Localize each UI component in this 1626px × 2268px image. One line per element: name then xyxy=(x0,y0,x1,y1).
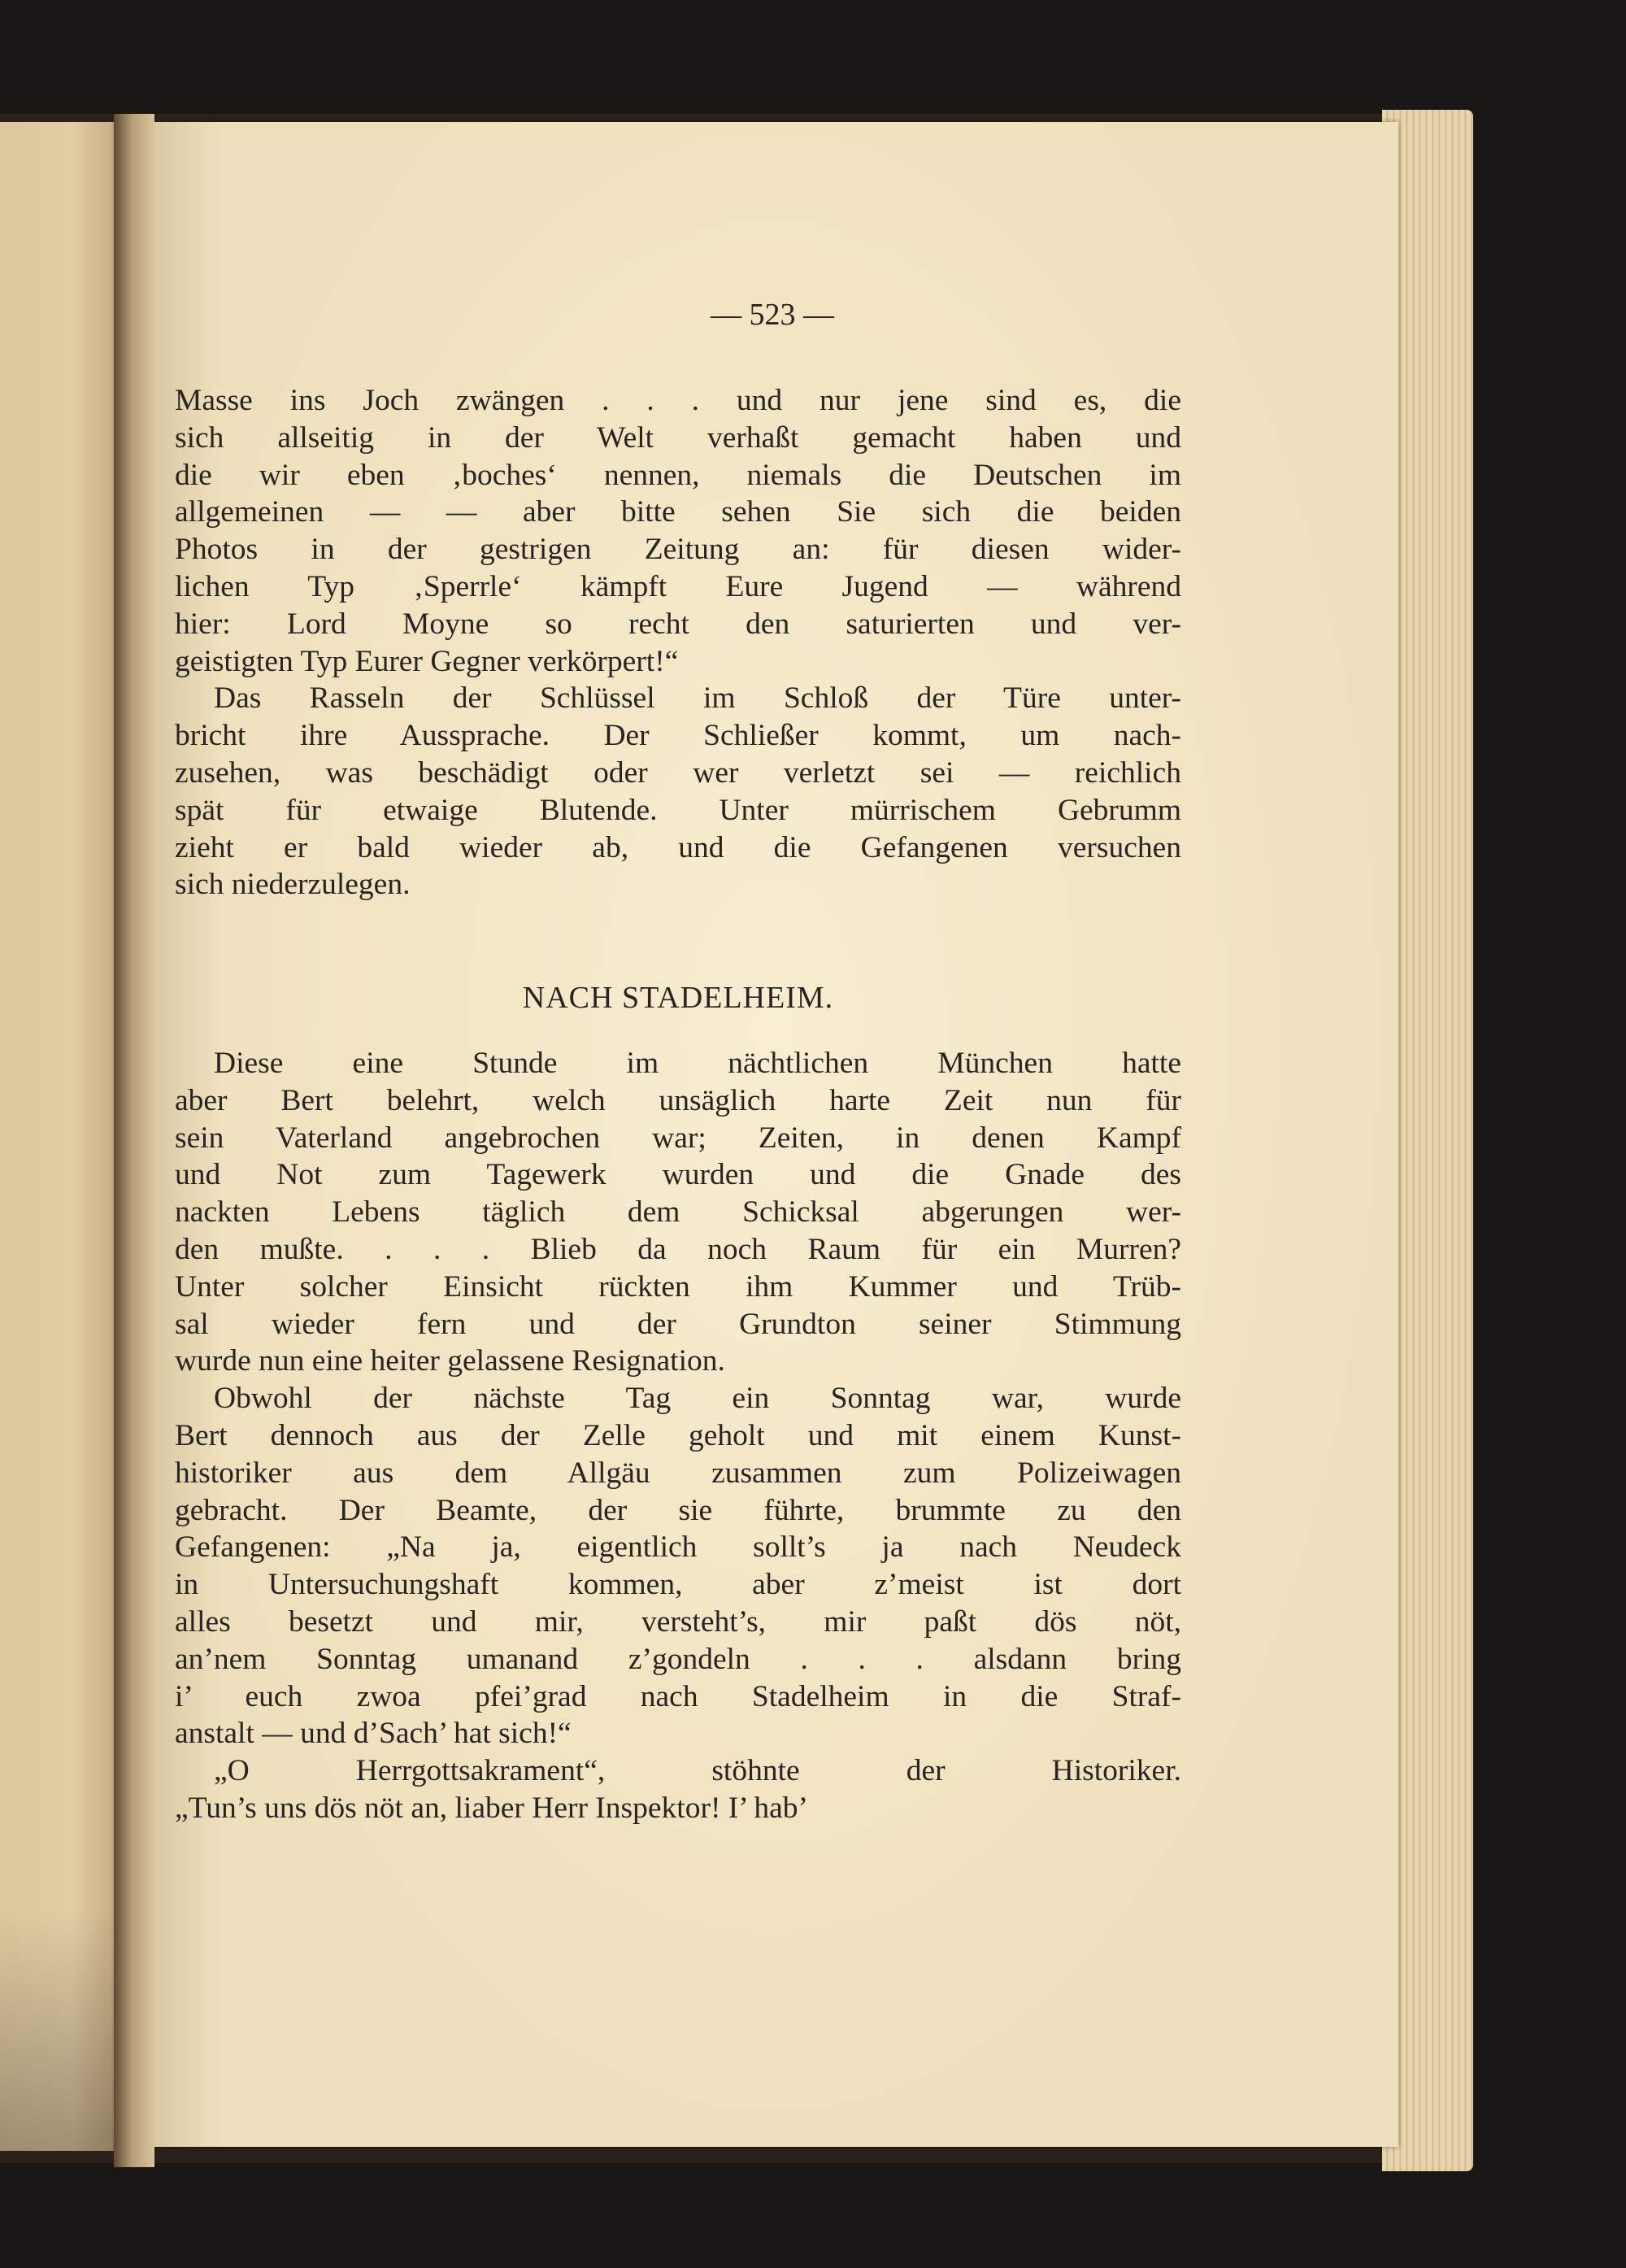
text-line: alles besetzt und mir, versteht’s, mir paßt dös nöt, xyxy=(175,1604,1181,1639)
text-line: sein Vaterland angebrochen war; Zeiten, in denen Kampf xyxy=(175,1121,1181,1155)
text-line: „O Herrgottsakrament“, stöhnte der Historiker. xyxy=(214,1754,1181,1788)
text-line: die wir eben ‚boches‘ nennen, niemals die Deutschen im xyxy=(175,458,1181,492)
book-gutter xyxy=(114,114,154,2167)
text-line: Photos in der gestrigen Zeitung an: für diesen wider- xyxy=(175,533,1181,567)
text-before-heading xyxy=(175,382,1181,903)
text-line: Bert dennoch aus der Zelle geholt und mit einem Kunst- xyxy=(175,1418,1181,1452)
text-line: lichen Typ ‚Sperrle‘ kämpft Eure Jugend — während xyxy=(175,569,1181,603)
page-number: — 523 — xyxy=(711,298,834,332)
text-line: nackten Lebens täglich dem Schicksal abgerungen wer- xyxy=(175,1195,1181,1230)
text-line: sal wieder fern und der Grundton seiner Stimmung xyxy=(175,1307,1181,1341)
text-line: anstalt — und d’Sach’ hat sich!“ xyxy=(175,1717,572,1751)
text-line: in Untersuchungshaft kommen, aber z’meist ist dort xyxy=(175,1568,1181,1602)
paragraph xyxy=(175,680,1181,903)
text-line: aber Bert belehrt, welch unsäglich harte Zeit nun für xyxy=(175,1083,1181,1117)
text-line: allgemeinen — — aber bitte sehen Sie sich die beiden xyxy=(175,495,1181,529)
text-line: den mußte. . . . Blieb da noch Raum für ein Murren? xyxy=(175,1232,1181,1266)
text-line: Masse ins Joch zwängen . . . und nur jene sind es, die xyxy=(175,384,1181,417)
text-line: bricht ihre Aussprache. Der Schließer kommt, um nach- xyxy=(175,719,1181,753)
text-after-heading xyxy=(175,1045,1181,1827)
text-line: geistigten Typ Eurer Gegner verkörpert!“ xyxy=(175,644,679,678)
text-line: und Not zum Tagewerk wurden und die Gnade des xyxy=(175,1158,1181,1192)
text-line: hier: Lord Moyne so recht den saturierten und ver- xyxy=(175,607,1181,641)
text-line: „Tun’s uns dös nöt an, liaber Herr Inspektor! I’ hab’ xyxy=(175,1791,809,1825)
left-page-edge xyxy=(0,122,120,2151)
text-line: Gefangenen: „Na ja, eigentlich sollt’s ja nach Neudeck xyxy=(175,1530,1181,1565)
section-heading: NACH STADELHEIM. xyxy=(522,981,834,1015)
text-line: gebracht. Der Beamte, der sie führte, brummte zu den xyxy=(175,1493,1181,1527)
text-line: Das Rasseln der Schlüssel im Schloß der Türe unter- xyxy=(214,681,1181,716)
paragraph xyxy=(175,1380,1181,1752)
text-line: Obwohl der nächste Tag ein Sonntag war, wurde xyxy=(214,1382,1181,1416)
text-line: i’ euch zwoa pfei’grad nach Stadelheim in die Straf- xyxy=(175,1679,1181,1713)
text-line: Diese eine Stunde im nächtlichen München hatte xyxy=(214,1047,1181,1080)
paragraph xyxy=(175,1045,1181,1380)
text-line: Unter solcher Einsicht rückten ihm Kummer und Trüb- xyxy=(175,1269,1181,1304)
text-line: sich allseitig in der Welt verhaßt gemacht haben und xyxy=(175,420,1181,455)
text-line: zusehen, was beschädigt oder wer verletzt sei — reichlich xyxy=(175,755,1181,790)
text-line: wurde nun eine heiter gelassene Resignation. xyxy=(175,1344,725,1378)
text-line: spät für etwaige Blutende. Unter mürrischem Gebrumm xyxy=(175,793,1181,827)
text-line: an’nem Sonntag umanand z’gondeln . . . alsdann bring xyxy=(175,1642,1181,1676)
text-line: historiker aus dem Allgäu zusammen zum Polizeiwagen xyxy=(175,1456,1181,1490)
text-line: sich niederzulegen. xyxy=(175,868,411,902)
text-line: zieht er bald wieder ab, und die Gefangenen versuchen xyxy=(175,830,1181,864)
paragraph xyxy=(175,382,1181,680)
left-page-shade xyxy=(0,1911,122,2155)
paragraph xyxy=(175,1752,1181,1827)
